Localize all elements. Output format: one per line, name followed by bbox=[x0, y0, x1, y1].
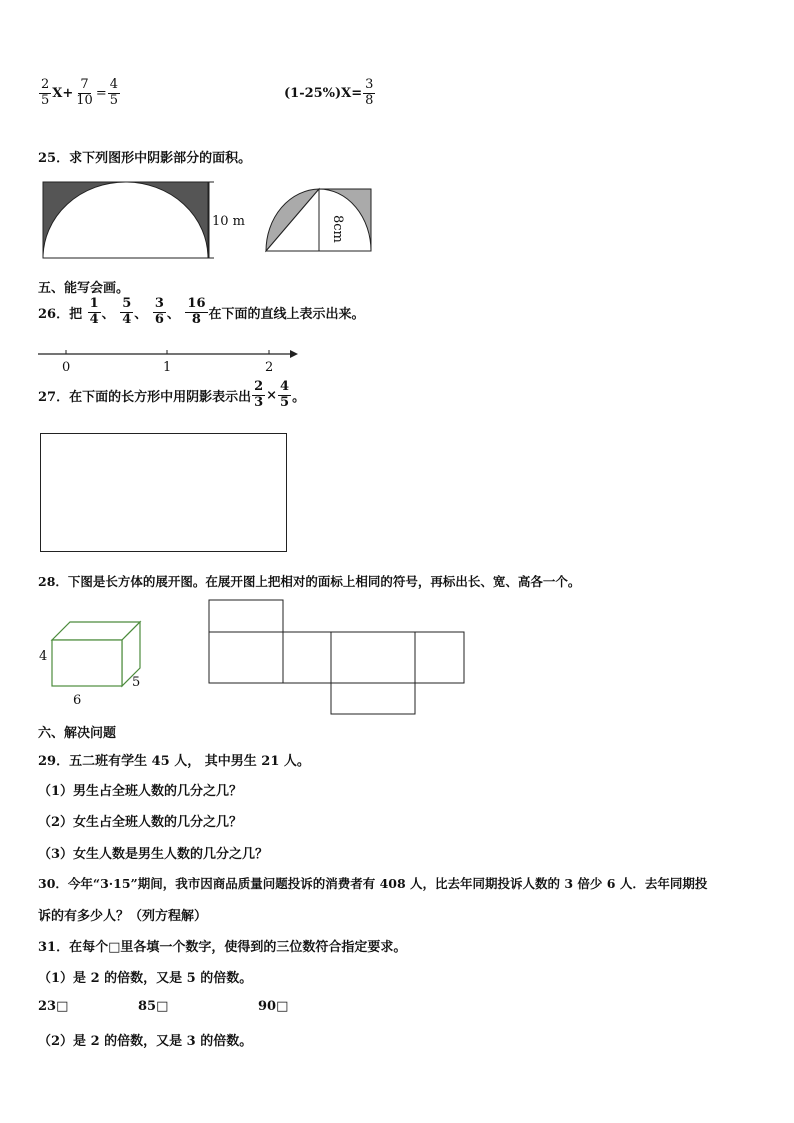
cuboid-net[interactable] bbox=[206, 598, 470, 718]
tick-label: 1 bbox=[163, 360, 172, 375]
question-31-sub-2: （2）是 2 的倍数，又是 3 的倍数。 bbox=[38, 1034, 253, 1049]
fraction: $\frac{4}{5}$ bbox=[109, 77, 118, 108]
tick-label: 2 bbox=[265, 360, 274, 375]
fraction: $\frac{7}{10}$ bbox=[76, 77, 93, 108]
question-29-title: 29．五二班有学生 45 人， 其中男生 21 人。 bbox=[38, 754, 310, 769]
shaded-semicircle-figure bbox=[38, 178, 246, 262]
number-line bbox=[36, 344, 306, 378]
equation-1: $\frac{2}{5}$ X+ $\frac{7}{10}$ = $\frac{4}{5}$ bbox=[41, 77, 118, 108]
question-31-item[interactable]: 90□ bbox=[258, 999, 289, 1014]
question-30-line-1: 30．今年“3·15”期间，我市因商品质量问题投诉的消费者有 408 人，比去年同期投诉人数的 3 倍少 6 人．去年同期投 bbox=[38, 876, 708, 891]
question-27: 27．在下面的长方形中用阴影表示出 $\frac{2}{3}$ × $\frac{4}{5}$ 。 bbox=[38, 379, 306, 410]
fraction: $\frac{3}{6}$ bbox=[154, 296, 164, 327]
section-6-title: 六、解决问题 bbox=[38, 726, 117, 741]
net-face bbox=[415, 632, 464, 683]
radius-label: 8cm bbox=[330, 215, 345, 243]
question-31-item[interactable]: 85□ bbox=[138, 999, 169, 1014]
question-31-title: 31．在每个□里各填一个数字，使得到的三位数符合指定要求。 bbox=[38, 940, 407, 955]
width-label: 5 bbox=[132, 675, 141, 690]
fraction: $\frac{1}{4}$ bbox=[89, 296, 99, 327]
fraction: $\frac{16}{8}$ bbox=[187, 296, 206, 327]
shaded-quarter-circle-figure bbox=[262, 185, 374, 253]
cuboid-figure bbox=[36, 618, 146, 706]
question-28-title: 28．下图是长方体的展开图。在展开图上把相对的面标上相同的符号，再标出长、宽、高各一个。 bbox=[38, 574, 581, 589]
fraction: $\frac{5}{4}$ bbox=[122, 296, 132, 327]
question-25-title: 25．求下列图形中阴影部分的面积。 bbox=[38, 151, 252, 166]
cuboid-front-face bbox=[52, 640, 122, 686]
net-face bbox=[283, 632, 331, 683]
fraction: $\frac{2}{3}$ bbox=[254, 379, 264, 410]
question-31-sub-1: （1）是 2 的倍数，又是 5 的倍数。 bbox=[38, 971, 253, 986]
question-31-item[interactable]: 23□ bbox=[38, 999, 69, 1014]
fraction: $\frac{4}{5}$ bbox=[280, 379, 290, 410]
net-face bbox=[331, 683, 415, 714]
net-face bbox=[209, 632, 283, 683]
number-line-arrow bbox=[290, 350, 298, 358]
question-29-sub-1: （1）男生占全班人数的几分之几？ bbox=[38, 784, 243, 799]
fraction: $\frac{3}{8}$ bbox=[365, 77, 374, 108]
equation-2: (1-25%)X= $\frac{3}{8}$ bbox=[284, 77, 374, 108]
question-29-sub-3: （3）女生人数是男生人数的几分之几？ bbox=[38, 847, 269, 862]
net-face bbox=[331, 632, 415, 683]
question-30-line-2: 诉的有多少人？（列方程解） bbox=[38, 909, 208, 924]
drawing-rectangle[interactable] bbox=[40, 433, 287, 552]
dimension-label: 10 m bbox=[212, 214, 246, 229]
fraction: $\frac{2}{5}$ bbox=[41, 77, 50, 108]
net-face bbox=[209, 600, 283, 632]
tick-label: 0 bbox=[62, 360, 71, 375]
question-29-sub-2: （2）女生占全班人数的几分之几？ bbox=[38, 815, 243, 830]
height-label: 4 bbox=[39, 649, 48, 664]
question-26: 26．把 $\frac{1}{4}$ 、 $\frac{5}{4}$ 、 $\frac{3}{6}$ 、 $\frac{16}{8}$ 在下面的直线上表示出来。 bbox=[38, 296, 365, 327]
section-5-title: 五、能写会画。 bbox=[38, 281, 130, 296]
length-label: 6 bbox=[73, 693, 82, 708]
